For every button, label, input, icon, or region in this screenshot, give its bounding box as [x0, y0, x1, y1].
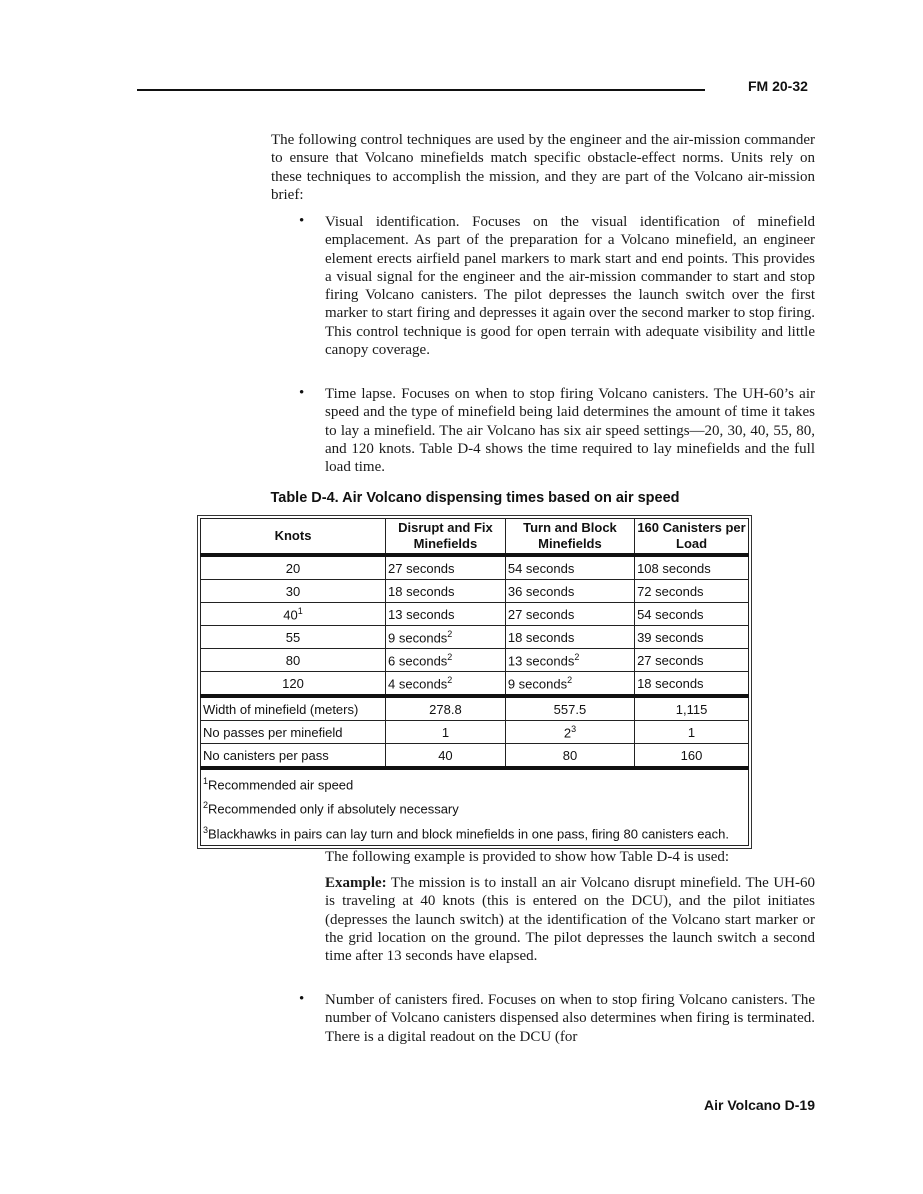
document-id: FM 20-32: [748, 78, 808, 94]
summary-row: [201, 696, 749, 721]
cell-text: 27 seconds: [388, 560, 455, 576]
cell-text: 13 seconds: [507, 653, 575, 669]
table-cell: [635, 555, 749, 580]
bullet-icon: •: [299, 385, 305, 401]
table-row: [201, 580, 749, 603]
cell-text: No passes per minefield: [203, 724, 343, 740]
cell-text: 557.5: [553, 701, 587, 717]
cell-text: 18 seconds: [507, 629, 575, 645]
cell-text: 80: [285, 652, 301, 668]
footnote-ref: 1: [297, 605, 303, 616]
column-header: Turn and Block Minefields: [505, 519, 634, 556]
table-cell: [505, 555, 634, 580]
example-label: Example:: [325, 875, 387, 891]
table-cell: [635, 603, 749, 626]
table-cell: [386, 672, 506, 697]
table-cell: [201, 603, 386, 626]
table-cell: [386, 555, 506, 580]
bullet-canisters-fired: Number of canisters fired. Focuses on when to stop firing Volcano canisters. The number of Volcano canisters dispensed also determines when firing is terminated. There is a digital readout on the DCU (for: [325, 992, 815, 1045]
table-cell: [635, 626, 749, 649]
header-rule: [137, 89, 705, 91]
example-paragraph: [325, 874, 815, 965]
footnote-text: Recommended only if absolutely necessary: [208, 801, 459, 817]
footnote-ref: 3: [571, 723, 577, 734]
column-header: Knots: [201, 519, 386, 556]
table-cell: [635, 744, 749, 769]
table-row: [201, 672, 749, 697]
summary-row: [201, 744, 749, 769]
table-cell: [505, 721, 634, 744]
cell-text: 72 seconds: [637, 583, 704, 599]
footnote-number: 3: [203, 824, 209, 835]
table-cell: [386, 580, 506, 603]
bullet-time-lapse: Time lapse. Focuses on when to stop firing Volcano canisters. The UH-60’s air speed and the type of minefield being laid determines the amount of time it takes to lay a minefield. The air Volcano has six air speed settings—20, 30, 40, 55, 80, and 120 knots. Table D-4 shows the time required to lay minefields and the full load time.: [325, 386, 815, 476]
table-cell: [386, 696, 506, 721]
cell-text: 39 seconds: [637, 629, 704, 645]
footnote-ref: 2: [447, 628, 453, 639]
footnotes-row: [201, 768, 749, 845]
footnote-text: Blackhawks in pairs can lay turn and block minefields in one pass, firing 80 canisters each.: [208, 825, 730, 841]
cell-text: 1: [441, 724, 450, 740]
table-cell: [635, 672, 749, 697]
footnote: [203, 820, 746, 844]
cell-text: No canisters per pass: [203, 747, 329, 763]
table-row: [201, 626, 749, 649]
cell-text: 9 seconds: [507, 676, 568, 692]
table-cell: [505, 672, 634, 697]
cell-text: 6 seconds: [388, 653, 448, 669]
table-row: [201, 649, 749, 672]
cell-text: 9 seconds: [388, 630, 448, 646]
table-cell: [505, 744, 634, 769]
table-cell: [635, 580, 749, 603]
table-cell: [505, 696, 634, 721]
footnote-text: Recommended air speed: [208, 777, 354, 793]
cell-text: 108 seconds: [637, 560, 711, 576]
table-cell: [505, 580, 634, 603]
cell-text: 27 seconds: [637, 652, 704, 668]
cell-text: 1,115: [675, 701, 708, 717]
bullet-visual-identification: Visual identification. Focuses on the visual identification of minefield emplacement. As part of the preparation for a Volcano minefield, an engineer element erects airfield panel markers to mark start and end points. This provides a visual signal for the engineer and the air-mission commander to start and stop firing Volcano canisters. The pilot depresses the launch switch over the first marker to start firing and depresses it again over the second marker to stop firing. This control technique is good for open terrain with adequate visibility and little canopy coverage.: [325, 214, 815, 359]
cell-text: 1: [687, 724, 696, 740]
table-cell: [505, 603, 634, 626]
cell-text: 54 seconds: [507, 560, 575, 576]
summary-row: [201, 721, 749, 744]
cell-text: 278.8: [429, 701, 462, 717]
cell-text: 30: [285, 583, 301, 599]
table-cell: [201, 744, 386, 769]
cell-text: 2: [563, 725, 572, 741]
table-cell: [386, 744, 506, 769]
bullet-icon: •: [299, 991, 305, 1007]
table-cell: [201, 672, 386, 697]
table-cell: [201, 696, 386, 721]
footnote-ref: 2: [447, 651, 453, 662]
dispensing-times-table: [197, 515, 752, 849]
cell-text: 120: [282, 675, 304, 691]
cell-text: 55: [285, 629, 301, 645]
page-number: Air Volcano D-19: [704, 1097, 815, 1113]
cell-text: 80: [562, 747, 578, 763]
table-row: [201, 603, 749, 626]
footnote-ref: 2: [447, 674, 453, 685]
table-cell: [505, 649, 634, 672]
footnote: [203, 795, 746, 819]
table-cell: [201, 626, 386, 649]
table-cell: [201, 580, 386, 603]
table-cell: [201, 721, 386, 744]
table-cell: [201, 555, 386, 580]
cell-text: 18 seconds: [388, 583, 455, 599]
cell-text: 13 seconds: [388, 606, 455, 622]
cell-text: 4 seconds: [388, 676, 448, 692]
cell-text: 20: [285, 560, 301, 576]
footnote-number: 2: [203, 800, 209, 811]
table-caption: Table D-4. Air Volcano dispensing times based on air speed: [270, 490, 680, 506]
table-cell: [201, 649, 386, 672]
footnote-number: 1: [203, 776, 209, 786]
table-cell: [386, 603, 506, 626]
intro-paragraph: The following control techniques are used by the engineer and the air-mission commander to ensure that Volcano minefields match specific obstacle-effect norms. Units rely on these techniques to accomplish the mission, and they are part of the Volcano air-mission brief:: [271, 132, 815, 203]
table-cell: [505, 626, 634, 649]
example-text: The mission is to install an air Volcano disrupt minefield. The UH-60 is traveling at 40 knots (this is entered on the DCU), and the pilot initiates (depresses the launch switch) at the identification of the Volcano start marker or the grid location on the ground. The pilot depresses the launch switch a second time after 13 seconds have elapsed.: [325, 875, 815, 965]
table-cell: [635, 649, 749, 672]
footnote: [203, 771, 746, 795]
table-cell: [386, 649, 506, 672]
cell-text: 40: [283, 607, 298, 623]
footnote-ref: 2: [567, 674, 573, 685]
table-cell: [635, 696, 749, 721]
bullet-icon: •: [299, 213, 305, 229]
footnotes: [201, 768, 749, 845]
cell-text: 27 seconds: [507, 606, 575, 622]
cell-text: 40: [438, 747, 453, 763]
table-row: [201, 555, 749, 580]
cell-text: 36 seconds: [507, 583, 575, 599]
example-intro: The following example is provided to show how Table D-4 is used:: [325, 849, 730, 865]
cell-text: 18 seconds: [637, 675, 704, 691]
column-header: 160 Canisters per Load: [635, 519, 749, 556]
table-cell: [635, 721, 749, 744]
cell-text: 54 seconds: [637, 606, 704, 622]
cell-text: Width of minefield (meters): [203, 701, 359, 717]
footnote-ref: 2: [574, 651, 580, 662]
column-header: Disrupt and Fix Minefields: [386, 519, 506, 556]
table-cell: [386, 626, 506, 649]
cell-text: 160: [680, 747, 703, 763]
table-cell: [386, 721, 506, 744]
